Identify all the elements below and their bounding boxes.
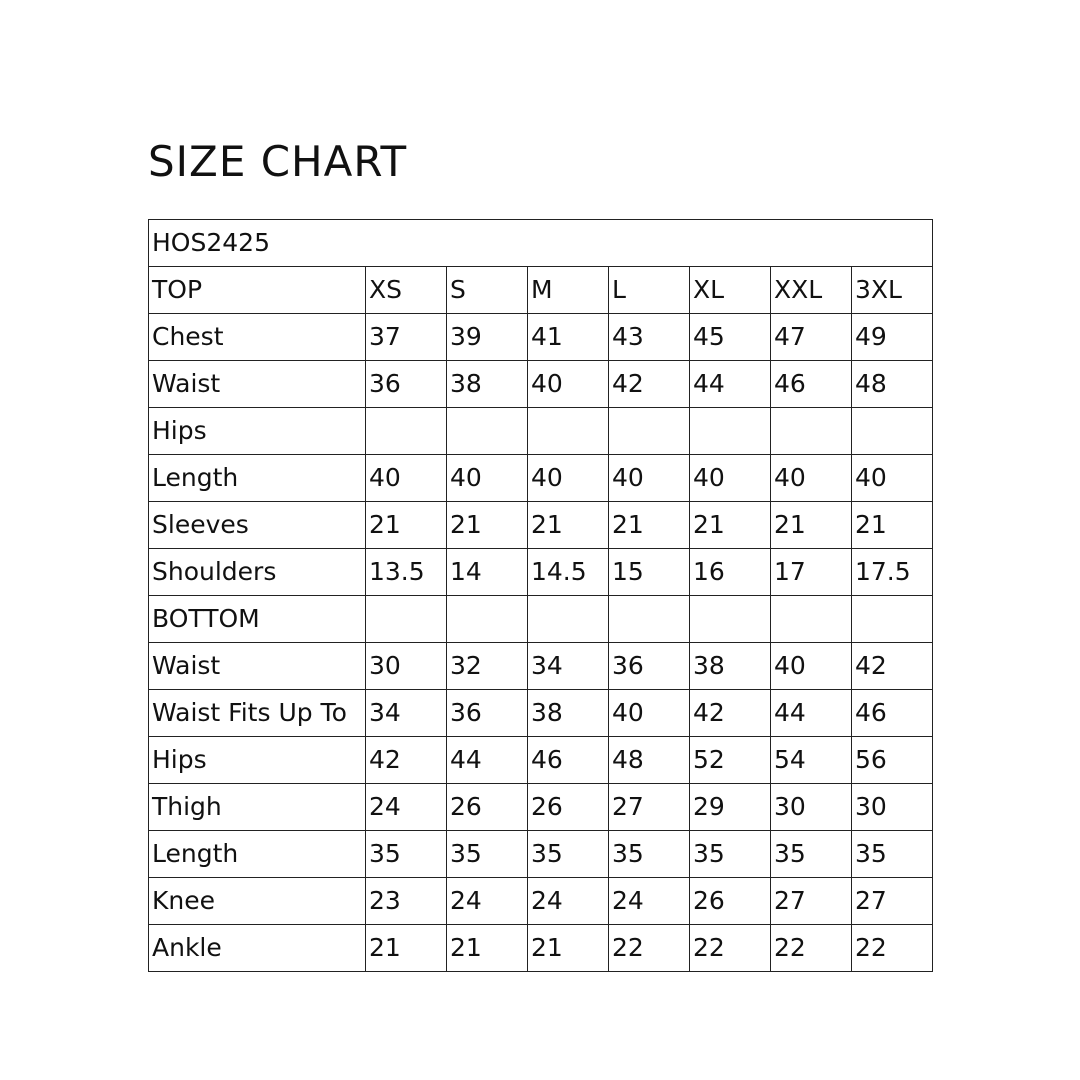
measurement-value: 22: [690, 925, 771, 972]
size-header-cell: L: [609, 267, 690, 314]
measurement-value: 40: [852, 455, 933, 502]
measurement-value: 36: [366, 361, 447, 408]
size-header-cell: 3XL: [852, 267, 933, 314]
size-header-cell: [852, 596, 933, 643]
size-header-cell: [771, 596, 852, 643]
measurement-value: 40: [690, 455, 771, 502]
measurement-value: 30: [771, 784, 852, 831]
measurement-value: 22: [609, 925, 690, 972]
measurement-value: 56: [852, 737, 933, 784]
table-row: [149, 784, 933, 831]
measurement-value: 35: [609, 831, 690, 878]
measurement-value: 32: [447, 643, 528, 690]
measurement-value: [609, 408, 690, 455]
measurement-value: 21: [528, 502, 609, 549]
table-row: [149, 831, 933, 878]
measurement-value: 49: [852, 314, 933, 361]
measurement-label: Length: [149, 455, 366, 502]
measurement-label: Chest: [149, 314, 366, 361]
size-header-cell: [609, 596, 690, 643]
measurement-value: 24: [366, 784, 447, 831]
measurement-label: Waist: [149, 643, 366, 690]
measurement-value: 40: [609, 455, 690, 502]
measurement-value: 27: [771, 878, 852, 925]
measurement-value: 22: [852, 925, 933, 972]
table-row: [149, 549, 933, 596]
measurement-value: [690, 408, 771, 455]
measurement-value: 35: [690, 831, 771, 878]
measurement-value: 44: [690, 361, 771, 408]
measurement-label: Waist: [149, 361, 366, 408]
measurement-value: 43: [609, 314, 690, 361]
product-code: HOS2425: [149, 220, 933, 267]
measurement-value: 40: [528, 361, 609, 408]
measurement-value: 30: [366, 643, 447, 690]
measurement-value: 35: [366, 831, 447, 878]
table-row: [149, 408, 933, 455]
measurement-value: 15: [609, 549, 690, 596]
size-header-cell: XS: [366, 267, 447, 314]
measurement-value: [771, 408, 852, 455]
size-chart-table: [148, 219, 933, 972]
section-header: BOTTOM: [149, 596, 366, 643]
measurement-value: 42: [690, 690, 771, 737]
section-header: TOP: [149, 267, 366, 314]
table-row: [149, 361, 933, 408]
measurement-value: 42: [852, 643, 933, 690]
measurement-value: 35: [771, 831, 852, 878]
measurement-label: Hips: [149, 737, 366, 784]
measurement-value: 21: [771, 502, 852, 549]
measurement-value: 29: [690, 784, 771, 831]
size-header-cell: [690, 596, 771, 643]
table-row: [149, 643, 933, 690]
measurement-label: Shoulders: [149, 549, 366, 596]
table-row: [149, 314, 933, 361]
measurement-value: [447, 408, 528, 455]
measurement-value: 21: [366, 925, 447, 972]
measurement-value: 21: [447, 502, 528, 549]
measurement-label: Length: [149, 831, 366, 878]
measurement-value: 44: [771, 690, 852, 737]
measurement-value: [366, 408, 447, 455]
measurement-value: 40: [447, 455, 528, 502]
measurement-value: 54: [771, 737, 852, 784]
measurement-value: 37: [366, 314, 447, 361]
size-header-cell: M: [528, 267, 609, 314]
measurement-value: 46: [528, 737, 609, 784]
measurement-value: 40: [771, 455, 852, 502]
measurement-value: 14: [447, 549, 528, 596]
measurement-value: 44: [447, 737, 528, 784]
measurement-value: 21: [447, 925, 528, 972]
measurement-value: 23: [366, 878, 447, 925]
measurement-value: 35: [447, 831, 528, 878]
measurement-value: 40: [609, 690, 690, 737]
measurement-value: 39: [447, 314, 528, 361]
measurement-value: 36: [447, 690, 528, 737]
measurement-value: 36: [609, 643, 690, 690]
measurement-value: 26: [447, 784, 528, 831]
product-code-row: [149, 220, 933, 267]
measurement-value: 46: [771, 361, 852, 408]
measurement-value: 40: [528, 455, 609, 502]
size-header-cell: S: [447, 267, 528, 314]
measurement-value: 26: [690, 878, 771, 925]
measurement-value: 24: [609, 878, 690, 925]
measurement-label: Waist Fits Up To: [149, 690, 366, 737]
table-row: [149, 690, 933, 737]
measurement-value: 48: [609, 737, 690, 784]
size-header-cell: XL: [690, 267, 771, 314]
measurement-value: 47: [771, 314, 852, 361]
measurement-label: Ankle: [149, 925, 366, 972]
measurement-value: 16: [690, 549, 771, 596]
section-header-row: [149, 267, 933, 314]
measurement-label: Knee: [149, 878, 366, 925]
size-header-cell: [447, 596, 528, 643]
table-row: [149, 455, 933, 502]
measurement-value: 40: [366, 455, 447, 502]
measurement-value: 52: [690, 737, 771, 784]
measurement-value: [852, 408, 933, 455]
measurement-value: 14.5: [528, 549, 609, 596]
measurement-value: 21: [852, 502, 933, 549]
measurement-value: 38: [528, 690, 609, 737]
measurement-value: 42: [609, 361, 690, 408]
measurement-value: 30: [852, 784, 933, 831]
size-header-cell: [366, 596, 447, 643]
measurement-value: 48: [852, 361, 933, 408]
size-header-cell: XXL: [771, 267, 852, 314]
measurement-value: 40: [771, 643, 852, 690]
measurement-value: 24: [447, 878, 528, 925]
measurement-value: 38: [447, 361, 528, 408]
measurement-value: 21: [690, 502, 771, 549]
measurement-value: 35: [852, 831, 933, 878]
measurement-value: 38: [690, 643, 771, 690]
measurement-label: Thigh: [149, 784, 366, 831]
measurement-label: Sleeves: [149, 502, 366, 549]
measurement-value: 17.5: [852, 549, 933, 596]
measurement-value: 41: [528, 314, 609, 361]
table-row: [149, 878, 933, 925]
measurement-value: 24: [528, 878, 609, 925]
measurement-value: 22: [771, 925, 852, 972]
measurement-value: 46: [852, 690, 933, 737]
measurement-value: 35: [528, 831, 609, 878]
measurement-value: 13.5: [366, 549, 447, 596]
measurement-value: 34: [366, 690, 447, 737]
table-row: [149, 502, 933, 549]
measurement-value: 27: [609, 784, 690, 831]
measurement-value: 34: [528, 643, 609, 690]
measurement-value: [528, 408, 609, 455]
measurement-value: 26: [528, 784, 609, 831]
measurement-value: 21: [528, 925, 609, 972]
section-header-row: [149, 596, 933, 643]
measurement-label: Hips: [149, 408, 366, 455]
measurement-value: 17: [771, 549, 852, 596]
table-row: [149, 925, 933, 972]
page-title: SIZE CHART: [148, 137, 408, 186]
measurement-value: 27: [852, 878, 933, 925]
measurement-value: 21: [366, 502, 447, 549]
size-header-cell: [528, 596, 609, 643]
measurement-value: 21: [609, 502, 690, 549]
table-row: [149, 737, 933, 784]
measurement-value: 42: [366, 737, 447, 784]
measurement-value: 45: [690, 314, 771, 361]
